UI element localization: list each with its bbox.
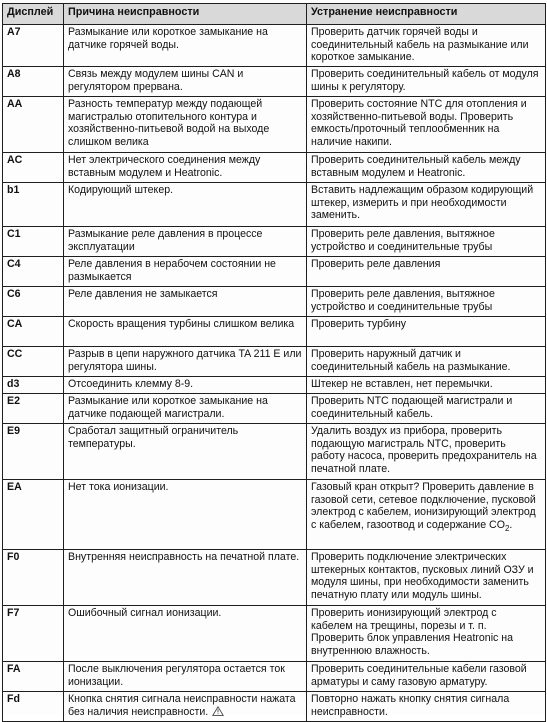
table-row [3,257,546,287]
code-cell: FA [3,662,64,692]
code-cell: C4 [3,257,64,287]
fix-cell: Проверить NTC подающей магистрали и соединительный кабель. [307,394,546,424]
code-cell: A7 [3,25,64,67]
code-cell: C1 [3,227,64,257]
cause-cell: Размыкание реле давления в процессе эксплуатации [64,227,307,257]
fix-cell: Вставить надлежащим образом кодирующий штекер, измерить и при необходимости заменить. [307,183,546,227]
fix-cell: Проверить реле давления, вытяжное устройство и соединительные трубы [307,227,546,257]
fix-cell: Проверить подключение электрических штекерных контактов, пусковых линий ОЗУ и модуля шины, при необходимости заменить печатную плату или модуль шины. [307,550,546,606]
code-cell: Fd [3,692,64,722]
code-cell: E2 [3,394,64,424]
fix-cell: Проверить реле давления [307,257,546,287]
fix-cell: Проверить состояние NTC для отопления и хозяйственно-питьевой воды. Проверить емкость/проточный теплообменник на наличие накипи. [307,97,546,153]
table-row [3,662,546,692]
cause-cell: Разрыв в цепи наружного датчика TA 211 E или регулятора шины. [64,347,307,377]
cause-cell: Сработал защитный ограничитель температуры. [64,424,307,480]
cause-cell: Скорость вращения турбины слишком велика [64,317,307,347]
code-cell: CA [3,317,64,347]
code-cell: E9 [3,424,64,480]
table-row [3,97,546,153]
fix-cell: Проверить ионизирующий электрод с кабелем на трещины, порезы и т. п. Проверить блок управления Heatronic на внутреннюю влажность. [307,606,546,662]
cause-cell: Нет электрического соединения между вставным модулем и Heatronic. [64,153,307,183]
fix-cell: Проверить датчик горячей воды и соединительный кабель на размыкание или короткое замыкание. [307,25,546,67]
header-display: Дисплей [3,4,64,25]
table-row [3,153,546,183]
fix-cell: Проверить соединительные кабели газовой арматуры и саму газовую арматуру. [307,662,546,692]
cause-cell: Разность температур между подающей магистралью отопительного контура и хозяйственно-питьевой водой на выходе слишком велика [64,97,307,153]
code-cell: F7 [3,606,64,662]
cause-cell [64,692,307,722]
code-cell: d3 [3,377,64,394]
table-row [3,692,546,722]
code-cell: AA [3,97,64,153]
cause-cell: Кодирующий штекер. [64,183,307,227]
code-cell: C6 [3,287,64,317]
cause-cell: После выключения регулятора остается ток ионизации. [64,662,307,692]
table-row [3,67,546,97]
fix-cell: Проверить наружный датчик и соединительный кабель на размыкание. [307,347,546,377]
cause-cell: Размыкание или короткое замыкание на датчике подающей магистрали. [64,394,307,424]
fix-cell: Удалить воздух из прибора, проверить подающую магистраль NTC, проверить работу насоса, проверить предохранитель на печатной плате. [307,424,546,480]
cause-cell: Реле давления в нерабочем состоянии не размыкается [64,257,307,287]
table-row [3,550,546,606]
table-row [3,347,546,377]
cause-cell: Реле давления не замыкается [64,287,307,317]
table-row [3,606,546,662]
fix-cell: Штекер не вставлен, нет перемычки. [307,377,546,394]
table-header-row [3,4,546,25]
table-row [3,480,546,550]
fix-cell: Повторно нажать кнопку снятия сигнала неисправности. [307,692,546,722]
cause-cell: Размыкание или короткое замыкание на датчике горячей воды. [64,25,307,67]
header-fix: Устранение неисправности [307,4,546,25]
cause-cell: Нет тока ионизации. [64,480,307,550]
cause-cell: Ошибочный сигнал ионизации. [64,606,307,662]
table-row [3,394,546,424]
table-row [3,183,546,227]
cause-cell: Отсоединить клемму 8-9. [64,377,307,394]
fix-cell: Проверить турбину [307,317,546,347]
fix-cell: Газовый кран открыт? Проверить давление в газовой сети, сетевое подключение, пусковой электрод с кабелем, ионизирующий электрод с кабелем, газоотвод и содержание $CO_2$. [307,480,546,550]
code-cell: CC [3,347,64,377]
table-row [3,424,546,480]
code-cell: A8 [3,67,64,97]
error-codes-table [2,3,546,722]
fix-cell: Проверить соединительный кабель от модуля шины к регулятору. [307,67,546,97]
code-cell: b1 [3,183,64,227]
table-row [3,287,546,317]
cause-cell: Внутренняя неисправность на печатной плате. [64,550,307,606]
cause-text: Кнопка снятия сигнала неисправности нажата без наличия неисправности. [68,693,296,718]
code-cell: AC [3,153,64,183]
code-cell: EA [3,480,64,550]
code-cell: F0 [3,550,64,606]
fix-cell: Проверить соединительный кабель между вставным модулем и Heatronic. [307,153,546,183]
table-row [3,377,546,394]
table-row [3,317,546,347]
cause-cell: Связь между модулем шины CAN и регулятором прервана. [64,67,307,97]
header-cause: Причина неисправности [64,4,307,25]
warning-triangle-icon [212,706,224,716]
table-row [3,227,546,257]
fix-cell: Проверить реле давления, вытяжное устройство и соединительные трубы [307,287,546,317]
table-row [3,25,546,67]
